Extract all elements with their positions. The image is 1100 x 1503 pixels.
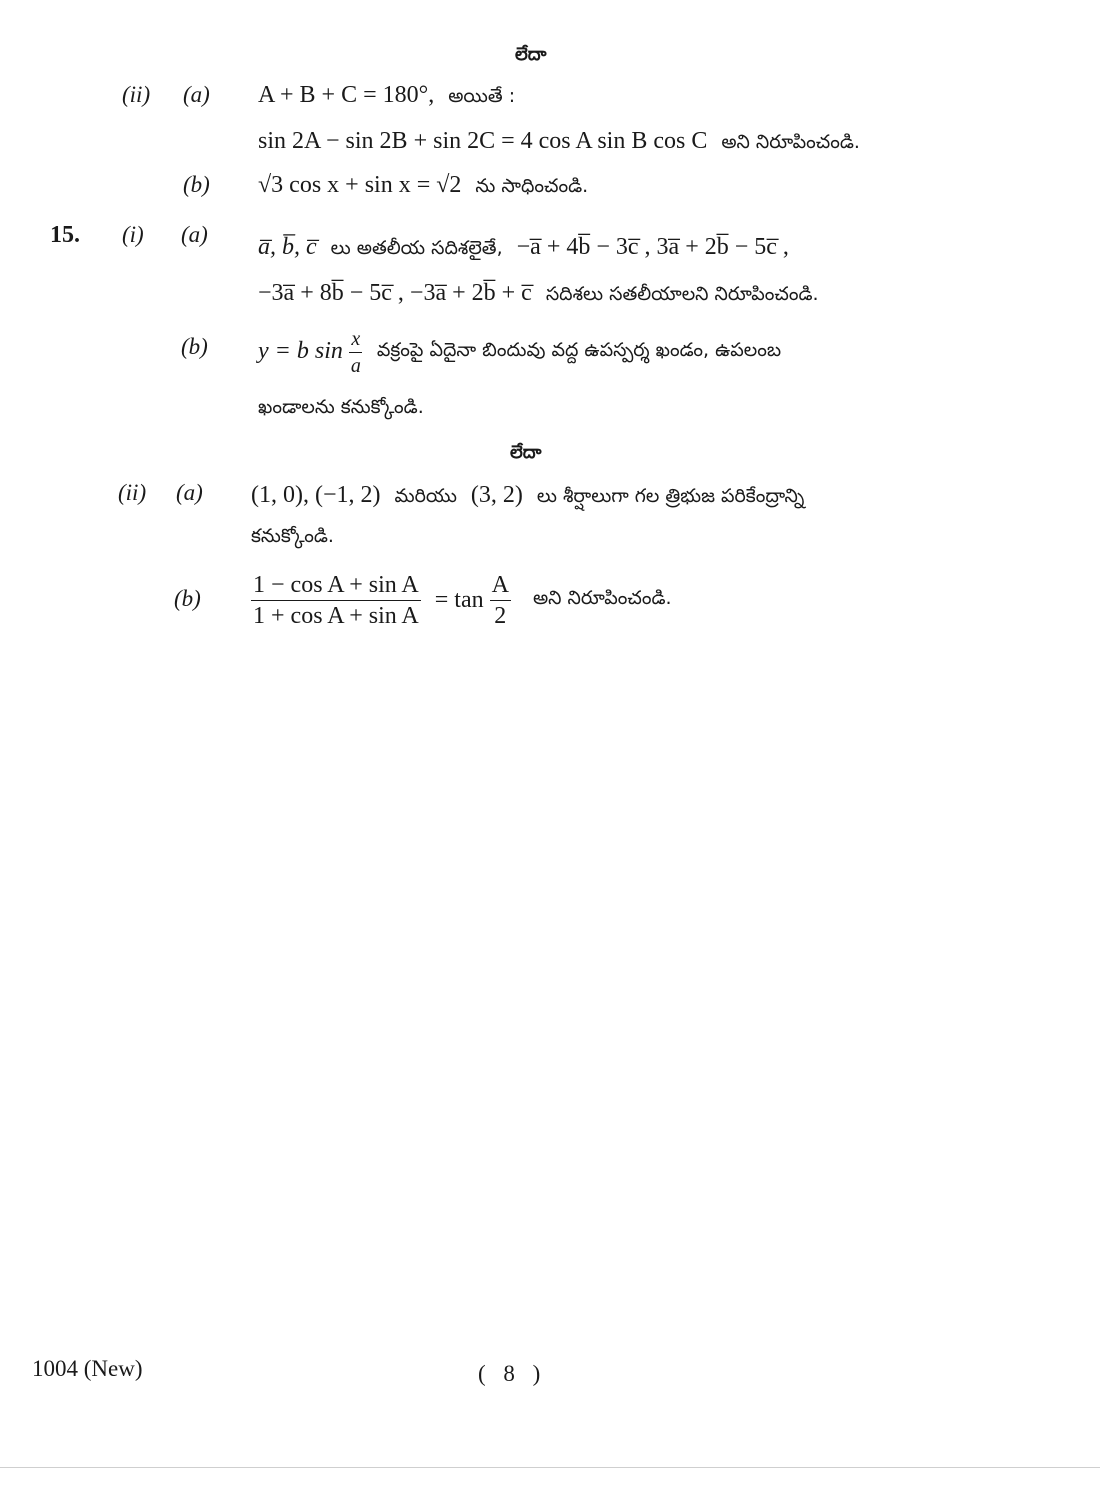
q15i-a-line2 [258, 280, 819, 310]
q14ii-a-te1: అయితే : [448, 85, 516, 107]
or-heading: లేదా [515, 44, 547, 65]
q15ii-b-fraction [251, 572, 421, 630]
q15i-b-fraction [349, 328, 363, 377]
q14ii-a-identity: sin 2A − sin 2B + sin 2C = 4 cos A sin B cos C [258, 128, 708, 154]
sub-label-b: (b) [183, 172, 210, 197]
q15ii-b-te: అని నిరూపించండి. [532, 587, 672, 610]
bottom-divider [0, 1467, 1100, 1468]
page-number: ( 8 ) [478, 1361, 547, 1386]
q15i-a-vector-list: −a̅ + 4b̅ − 3c̅ , 3a̅ + 2b̅ − 5c̅ , [516, 234, 789, 260]
part-label-ii: (ii) [122, 82, 151, 107]
q14ii-a-line2 [258, 128, 860, 158]
fraction-denominator: a [350, 355, 361, 377]
q15i-b-curve [258, 328, 363, 377]
sub-label-a: (a) [181, 222, 208, 247]
fraction-numerator: A [490, 572, 511, 601]
part-label-i: (i) [122, 222, 144, 247]
sub-label-b: (b) [174, 586, 201, 611]
q15ii-a-point3: (3, 2) [470, 482, 523, 508]
q15i-b-te2: ఖండాలను కనుక్కోండి. [258, 396, 424, 418]
paper-code: 1004 (New) [32, 1356, 143, 1381]
q15ii-a-line1 [251, 482, 804, 512]
sub-label-b: (b) [181, 334, 208, 359]
q14ii-b-line [258, 172, 588, 202]
q15i-a-vectors: a̅, b̅, c̅ [258, 234, 317, 260]
q15ii-a-points: (1, 0), (−1, 2) [251, 482, 381, 508]
q15i-b-curve-lhs: y = b sin [258, 338, 343, 365]
q15ii-b-half-angle [490, 572, 511, 630]
q15i-a-vector-list-2: −3a̅ + 8b̅ − 5c̅ , −3a̅ + 2b̅ + c̅ [258, 280, 532, 306]
q15i-b-line1 [258, 328, 781, 377]
fraction-denominator: 2 [494, 603, 507, 630]
q15ii-b-line [251, 572, 672, 630]
q14ii-a-te2: అని నిరూపించండి. [721, 131, 860, 153]
q15ii-a-te-and: మరియు [394, 485, 457, 507]
sub-label-a: (a) [176, 480, 203, 505]
q15i-a-te1: లు అతలీయ సదిశలైతే, [330, 237, 503, 259]
q15i-b-te1: వక్రంపై ఏదైనా బిందువు వద్ద ఉపస్పర్శ ఖండం, ఉపలంబ [376, 339, 782, 361]
q15ii-a-te2: కనుక్కోండి. [251, 525, 334, 547]
q15ii-b-equals-tan: = tan [434, 587, 484, 614]
question-number: 15. [50, 222, 80, 248]
fraction-numerator: x [349, 328, 362, 353]
sub-label-a: (a) [183, 82, 210, 107]
q14ii-a-line1 [258, 82, 515, 112]
fraction-denominator: 1 + cos A + sin A [253, 603, 419, 630]
or-heading: లేదా [510, 442, 542, 463]
q14ii-b-te: ను సాధించండి. [475, 175, 589, 197]
part-label-ii: (ii) [118, 480, 147, 505]
q15i-a-line1 [258, 234, 789, 264]
fraction-numerator: 1 − cos A + sin A [251, 572, 421, 601]
q14ii-b-equation: √3 cos x + sin x = √2 [258, 172, 462, 198]
q15ii-a-te1: లు శీర్షాలుగా గల త్రిభుజ పరికేంద్రాన్ని [536, 485, 805, 507]
q14ii-a-condition: A + B + C = 180°, [258, 82, 435, 108]
q15i-a-te2: సదిశలు సతలీయాలని నిరూపించండి. [545, 283, 819, 305]
